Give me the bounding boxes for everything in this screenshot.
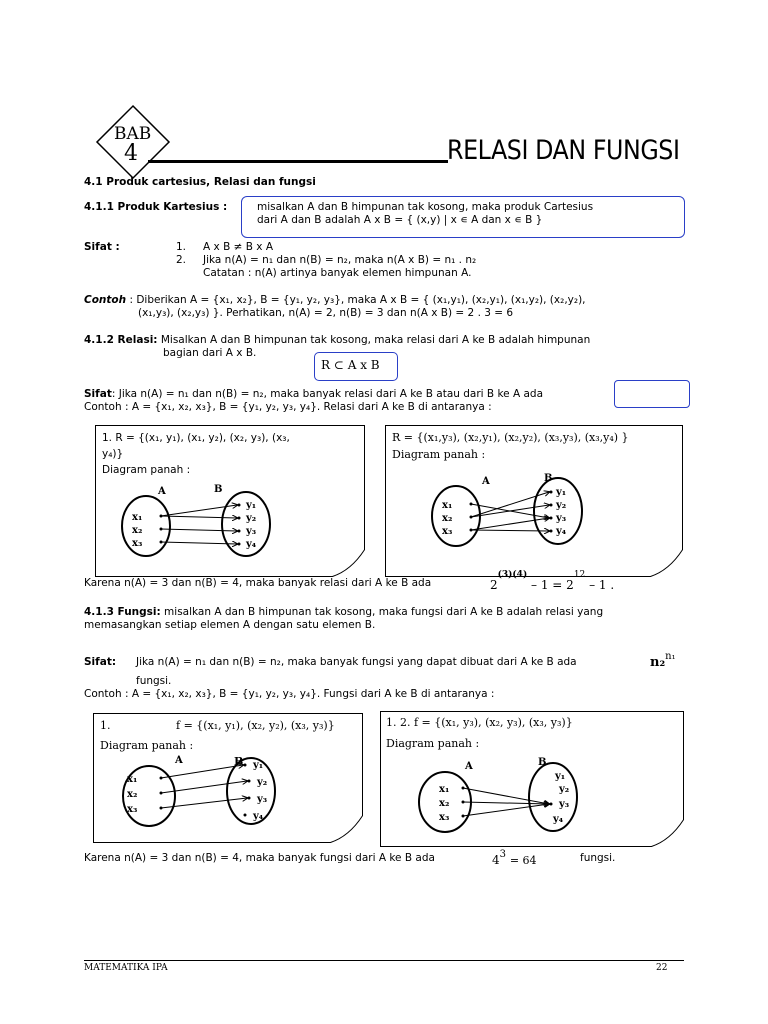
set-a-label: A [175, 755, 183, 766]
set-b-label: B [544, 473, 553, 484]
codomain-item: y₃ [556, 513, 567, 524]
codomain-item: y₂ [257, 777, 268, 788]
relasi-count-formula [490, 566, 615, 592]
codomain-item: y₁ [253, 760, 264, 771]
set-b-label: B [234, 755, 244, 768]
fungsi-1-number: 1. [100, 719, 111, 732]
contoh-line-1 [84, 294, 586, 307]
relasi-example-box-2 [385, 425, 683, 577]
set-a-ellipse [122, 496, 170, 556]
domain-item: x₁ [439, 784, 450, 795]
domain-item: x₁ [132, 512, 143, 523]
codomain-item: y₄ [253, 811, 264, 822]
page-curl [649, 549, 683, 577]
sifat-2-contoh: Contoh : A = {x₁, x₂, x₃}, B = {y₁, y₂, y₃, y₄}. Relasi dari A ke B di antaranya : [84, 401, 492, 413]
codomain-item: y₂ [246, 513, 257, 524]
domain-item: x₃ [132, 538, 143, 549]
contoh-text: : Diberikan A = {x₁, x₂}, B = {y₁, y₂, y₃}, maka A x B = { (x₁,y₁), (x₂,y₁), (x₁,y₂), (x₂,y₂), [126, 294, 586, 306]
codomain-item: y₄ [556, 526, 567, 537]
fungsi-text: misalkan A dan B himpunan tak kosong, maka fungsi dari A ke B adalah relasi yang [160, 606, 604, 618]
fungsi-count-text: Karena n(A) = 3 dan n(B) = 4, maka banyak fungsi dari A ke B ada [84, 852, 435, 864]
domain-item: x₁ [127, 774, 138, 785]
domain-item: x₂ [442, 513, 453, 524]
sifat-2-label: Sifat [84, 388, 112, 400]
relasi-text-line-2: bagian dari A x B. [163, 347, 257, 359]
arrow-diagram-2 [426, 471, 606, 551]
bab-number: 4 [124, 141, 138, 166]
formula-exponent: n₁ [665, 651, 676, 662]
sifat-label: Sifat : [84, 241, 120, 253]
relasi-formula-box [314, 352, 398, 381]
sifat-item-1: A x B ≠ B x A [203, 241, 274, 253]
sifat-2-line [84, 388, 543, 401]
codomain-item: y₃ [246, 526, 257, 537]
domain-item: x₁ [442, 500, 453, 511]
contoh-line-2: (x₁,y₃), (x₂,y₃) }. Perhatikan, n(A) = 2, n(B) = 3 dan n(A x B) = 2 . 3 = 6 [138, 307, 514, 319]
sifat-3-contoh: Contoh : A = {x₁, x₂, x₃}, B = {y₁, y₂, y₃, y₄}. Fungsi dari A ke B di antaranya : [84, 688, 495, 700]
sifat-item-2: Jika n(A) = n₁ dan n(B) = n₂, maka n(A x B) = n₁ . n₂ [203, 254, 477, 266]
formula-tail: – 1 . [589, 578, 615, 592]
fungsi-text-line-2: memasangkan setiap elemen A dengan satu elemen B. [84, 619, 376, 631]
formula-exponent: 12 [573, 570, 586, 580]
relasi-1-line-2: y₄)} [102, 448, 124, 460]
fungsi-1-formula: f = {(x₁, y₁), (x₂, y₂), (x₃, y₃)} [176, 719, 335, 732]
formula-exponent: (3)(4) [497, 570, 528, 580]
relasi-2-formula: R = {(x₁,y₃), (x₂,y₁), (x₂,y₂), (x₃,y₃), (x₃,y₄) } [392, 431, 629, 444]
relasi-count-text: Karena n(A) = 3 dan n(B) = 4, maka banyak relasi dari A ke B ada [84, 577, 432, 589]
diagram-label: Diagram panah : [102, 464, 191, 476]
formula-base: 4 [492, 853, 500, 867]
fungsi-count-tail: fungsi. [580, 852, 616, 864]
codomain-item: y₃ [257, 794, 268, 805]
codomain-item: y₄ [553, 814, 564, 825]
codomain-item: y₂ [556, 500, 567, 511]
contoh-label: Contoh [84, 294, 127, 306]
codomain-item: y₁ [556, 487, 567, 498]
definition-line-2: dari A dan B adalah A x B = { (x,y) | x ∊ A dan x ∊ B } [257, 214, 543, 226]
codomain-item: y₄ [246, 539, 257, 550]
relasi-example-box-1 [95, 425, 365, 577]
section-heading-4-1-3: 4.1.3 Fungsi: [84, 606, 161, 618]
page-title: RELASI DAN FUNGSI [447, 135, 680, 166]
formula-result: = 64 [509, 854, 537, 867]
fungsi-2-formula: 1. 2. f = {(x₁, y₃), (x₂, y₃), (x₃, y₃)} [386, 716, 573, 729]
page-curl [331, 549, 365, 577]
formula-exponent: 3 [499, 849, 507, 860]
section-heading-4-1-1: 4.1.1 Produk Kartesius : [84, 201, 228, 213]
set-a-label: A [158, 486, 166, 497]
page-curl [650, 819, 684, 847]
section-heading-4-1-2: 4.1.2 Relasi: [84, 334, 158, 346]
bab-label: BAB [114, 124, 152, 144]
set-a-label: A [482, 476, 490, 487]
sifat-note: Catatan : n(A) artinya banyak elemen himpunan A. [203, 267, 472, 279]
sifat-3-text: Jika n(A) = n₁ dan n(B) = n₂, maka banyak fungsi yang dapat dibuat dari A ke B ada [136, 656, 577, 668]
sifat-3-label: Sifat: [84, 656, 117, 668]
formula-base: 2 [490, 578, 498, 592]
set-a-label: A [465, 761, 473, 772]
codomain-item: y₃ [559, 799, 570, 810]
fungsi-definition [84, 606, 603, 619]
formula-base: n₂ [650, 655, 666, 670]
relasi-1-line-1: 1. R = {(x₁, y₁), (x₁, y₂), (x₂, y₃), (x₃, [102, 432, 290, 444]
sifat-3-text-2: fungsi. [136, 675, 172, 687]
definition-line-1: misalkan A dan B himpunan tak kosong, maka produk Cartesius [257, 201, 594, 213]
domain-item: x₂ [132, 525, 143, 536]
fungsi-example-box-1 [93, 713, 363, 843]
page-curl [329, 815, 363, 843]
domain-item: x₃ [127, 804, 138, 815]
sifat-item-number: 1. [176, 241, 187, 253]
sifat-item-number: 2. [176, 254, 187, 266]
arrow-diagram-1 [116, 481, 296, 561]
relasi-text: Misalkan A dan B himpunan tak kosong, maka relasi dari A ke B adalah himpunan [160, 334, 591, 346]
fungsi-count-formula [650, 648, 676, 670]
section-heading-4-1: 4.1 Produk cartesius, Relasi dan fungsi [84, 176, 316, 188]
definition-scroll-box [241, 196, 685, 238]
page-number: 22 [656, 963, 668, 973]
arrow-diagram-4 [413, 757, 593, 837]
fungsi-example-box-2 [380, 711, 684, 847]
diagram-label: Diagram panah : [392, 448, 486, 461]
sifat-2-text: : Jika n(A) = n₁ dan n(B) = n₂, maka banyak relasi dari A ke B atau dari B ke A ada [111, 388, 544, 400]
set-b-label: B [538, 757, 547, 768]
domain-item: x₂ [439, 798, 450, 809]
fungsi-count-result [492, 846, 537, 867]
header-rule [148, 160, 448, 163]
set-b-label: B [214, 484, 223, 495]
codomain-item: y₂ [559, 784, 570, 795]
domain-item: x₃ [442, 526, 453, 537]
domain-item: x₂ [127, 789, 138, 800]
formula-middle: – 1 = 2 [531, 578, 574, 592]
footer-subject: MATEMATIKA IPA [84, 963, 168, 973]
relasi-formula: R ⊂ A x B [321, 358, 380, 372]
footer-rule [84, 960, 684, 961]
empty-scroll-box [614, 380, 690, 408]
codomain-item: y₁ [555, 771, 566, 782]
diagram-label: Diagram panah : [100, 739, 194, 752]
arrow-diagram-3 [119, 751, 299, 831]
diagram-label: Diagram panah : [386, 737, 480, 750]
domain-item: x₃ [439, 812, 450, 823]
relasi-definition [84, 334, 590, 347]
codomain-item: y₁ [246, 500, 257, 511]
